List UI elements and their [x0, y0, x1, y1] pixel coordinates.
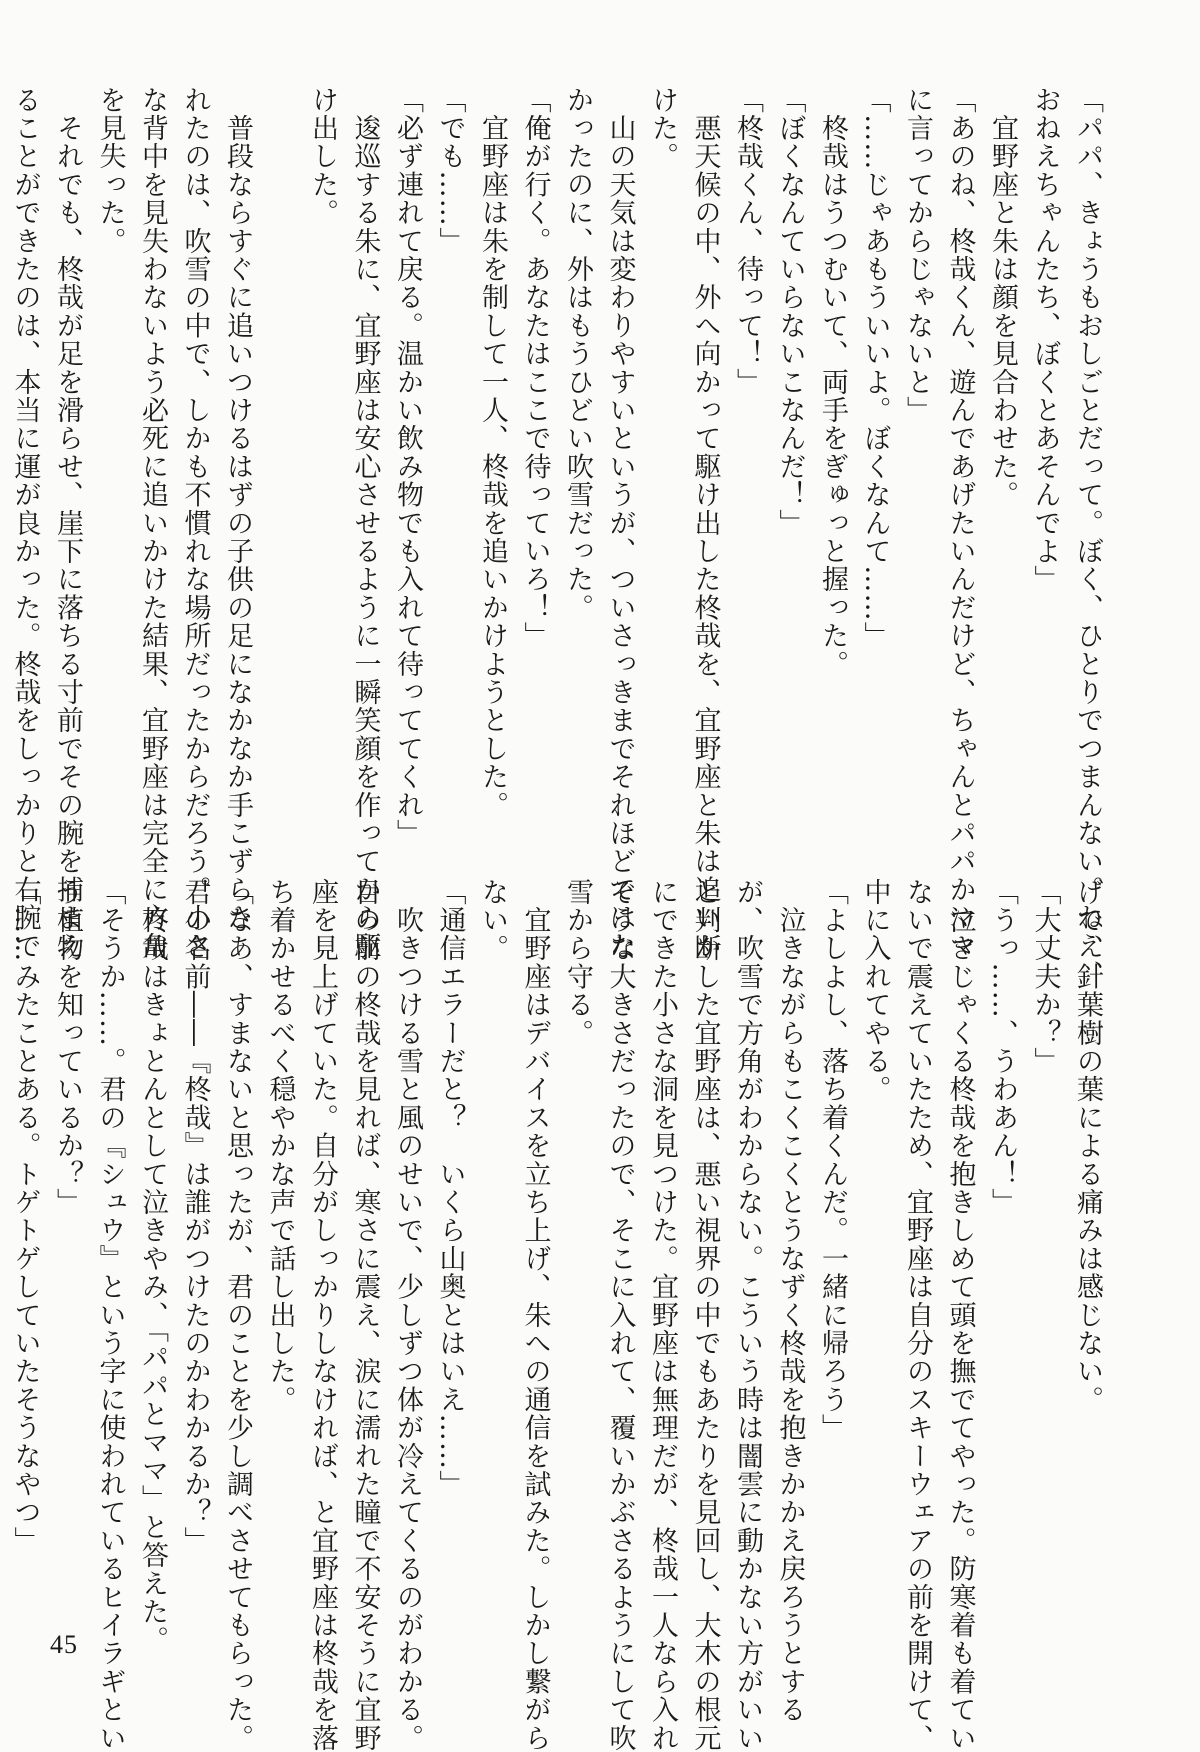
text-line: 「そうか……。君の『シュウ』という字に使われているヒイラギとい: [94, 878, 126, 1752]
text-line: と判断した宜野座は、悪い視界の中でもあたりを見回し、大木の根元: [689, 878, 721, 1752]
text-line: う植物を知っているか？」: [52, 878, 83, 1217]
text-line: ない。: [477, 878, 508, 963]
text-line: 雪から守る。: [562, 878, 593, 1048]
text-line: 泣きながらもこくこくとうなずく柊哉を抱きかかえ戻ろうとする: [774, 878, 806, 1724]
text-line: 「必ず連れて戻る。温かい飲み物でも入れて待っててくれ」: [392, 86, 423, 848]
text-line: [258, 86, 301, 856]
text-line: 「通信エラーだと？ いくら山奥とはいえ……」: [434, 878, 466, 1499]
text-line: 普段ならすぐに追いつけるはずの子供の足になかなか手こずらさ: [222, 86, 253, 932]
text-line: 中に入れてやる。: [859, 878, 891, 1104]
text-line: 柊哉はきょとんとして泣きやみ、「パパとママ」と答えた。: [137, 878, 168, 1655]
text-line: 悪天候の中、外へ向かって駆け出した柊哉を、宜野座と朱は追いか: [689, 86, 721, 961]
text-line: 「……みたことある。トゲトゲしていたそうなやつ」: [9, 878, 41, 1555]
text-line: 「でも……」: [434, 86, 466, 256]
text-line: 座を見上げていた。自分がしっかりしなければ、と宜野座は柊哉を落: [307, 878, 338, 1752]
text-line: ち着かせるべく穏やかな声で話し出した。: [264, 878, 296, 1414]
text-line: 君の名前――『柊哉』は誰がつけたのかわかるか？」: [179, 878, 211, 1555]
text-line: 「柊哉くん、待って！」: [732, 86, 763, 397]
text-line: そうな大きさだったので、そこに入れて、覆いかぶさるようにして吹: [604, 878, 636, 1752]
text-line: 「パパ、きょうもおしごとだって。ぼく、ひとりでつまんない。ねえ、: [1072, 86, 1103, 989]
text-line: 宜野座はデバイスを立ち上げ、朱への通信を試みた。しかし繋がら: [519, 878, 551, 1752]
text-line: にできた小さな洞を見つけた。宜野座は無理だが、柊哉一人なら入れ: [647, 878, 678, 1752]
text-line: それでも、柊哉が足を滑らせ、崖下に落ちる寸前でその腕を捕まえ: [52, 86, 83, 961]
text-line: ないで震えていたため、宜野座は自分のスキーウェアの前を開けて、: [902, 878, 933, 1752]
text-line: れたのは、吹雪の中で、しかも不慣れな場所だったからだろう。小さ: [179, 86, 211, 961]
text-line: 「……じゃあもういいよ。ぼくなんて……」: [859, 86, 891, 650]
text-line: かったのに、外はもうひどい吹雪だった。: [562, 86, 593, 622]
text-line: け出した。: [307, 86, 338, 227]
text-line: 柊哉はうつむいて、両手をぎゅっと握った。: [817, 86, 848, 679]
text-line: ることができたのは、本当に運が良かった。柊哉をしっかりと右腕で: [9, 86, 41, 961]
text-line: 宜野座と朱は顔を見合わせた。: [987, 86, 1018, 509]
text-line: が、吹雪で方角がわからない。こういう時は闇雲に動かない方がいい: [732, 878, 763, 1752]
text-line: に言ってからじゃないと」: [902, 86, 933, 425]
text-line: 「なあ、すまないと思ったが、君のことを少し調べさせてもらった。: [222, 878, 253, 1752]
page-number: 45: [50, 1630, 78, 1659]
text-line: な背中を見失わないよう必死に追いかけた結果、宜野座は完全に方角: [137, 86, 168, 961]
text-line: 「大丈夫か？」: [1029, 878, 1061, 1076]
text-line: 「うっ……、うわあん！」: [987, 878, 1018, 1217]
text-line: [0, 878, 3, 1578]
text-line: 宜野座は朱を制して一人、柊哉を追いかけようとした。: [477, 86, 508, 820]
text-line: 逡巡する朱に、宜野座は安心させるように一瞬笑顔を作ってから駆: [349, 86, 381, 961]
text-line: 「よしよし、落ち着くんだ。一緒に帰ろう」: [817, 878, 848, 1442]
text-line: を見失った。: [94, 86, 126, 256]
text-line: 「ぼくなんていらないこなんだ！」: [774, 86, 806, 538]
text-line: 「あのね、柊哉くん、遊んであげたいんだけど、ちゃんとパパかママ: [944, 86, 976, 961]
text-line: けた。: [647, 86, 678, 171]
text-line: [0, 86, 3, 856]
text-line: 泣きじゃくる柊哉を抱きしめて頭を撫でてやった。防寒着も着てい: [944, 878, 976, 1752]
text-line: 山の天気は変わりやすいというが、ついさっきまでそれほどではな: [604, 86, 636, 961]
text-line: 吹きつける雪と風のせいで、少しずつ体が冷えてくるのがわかる。: [392, 878, 423, 1752]
text-line: おねえちゃんたち、ぼくとあそんでよ」: [1029, 86, 1061, 594]
text-line: 目の前の柊哉を見れば、寒さに震え、涙に濡れた瞳で不安そうに宜野: [349, 878, 381, 1752]
text-line: 「俺が行く。あなたはここで待っていろ！」: [519, 86, 551, 650]
text-line: げで、針葉樹の葉による痛みは感じない。: [1072, 878, 1103, 1414]
